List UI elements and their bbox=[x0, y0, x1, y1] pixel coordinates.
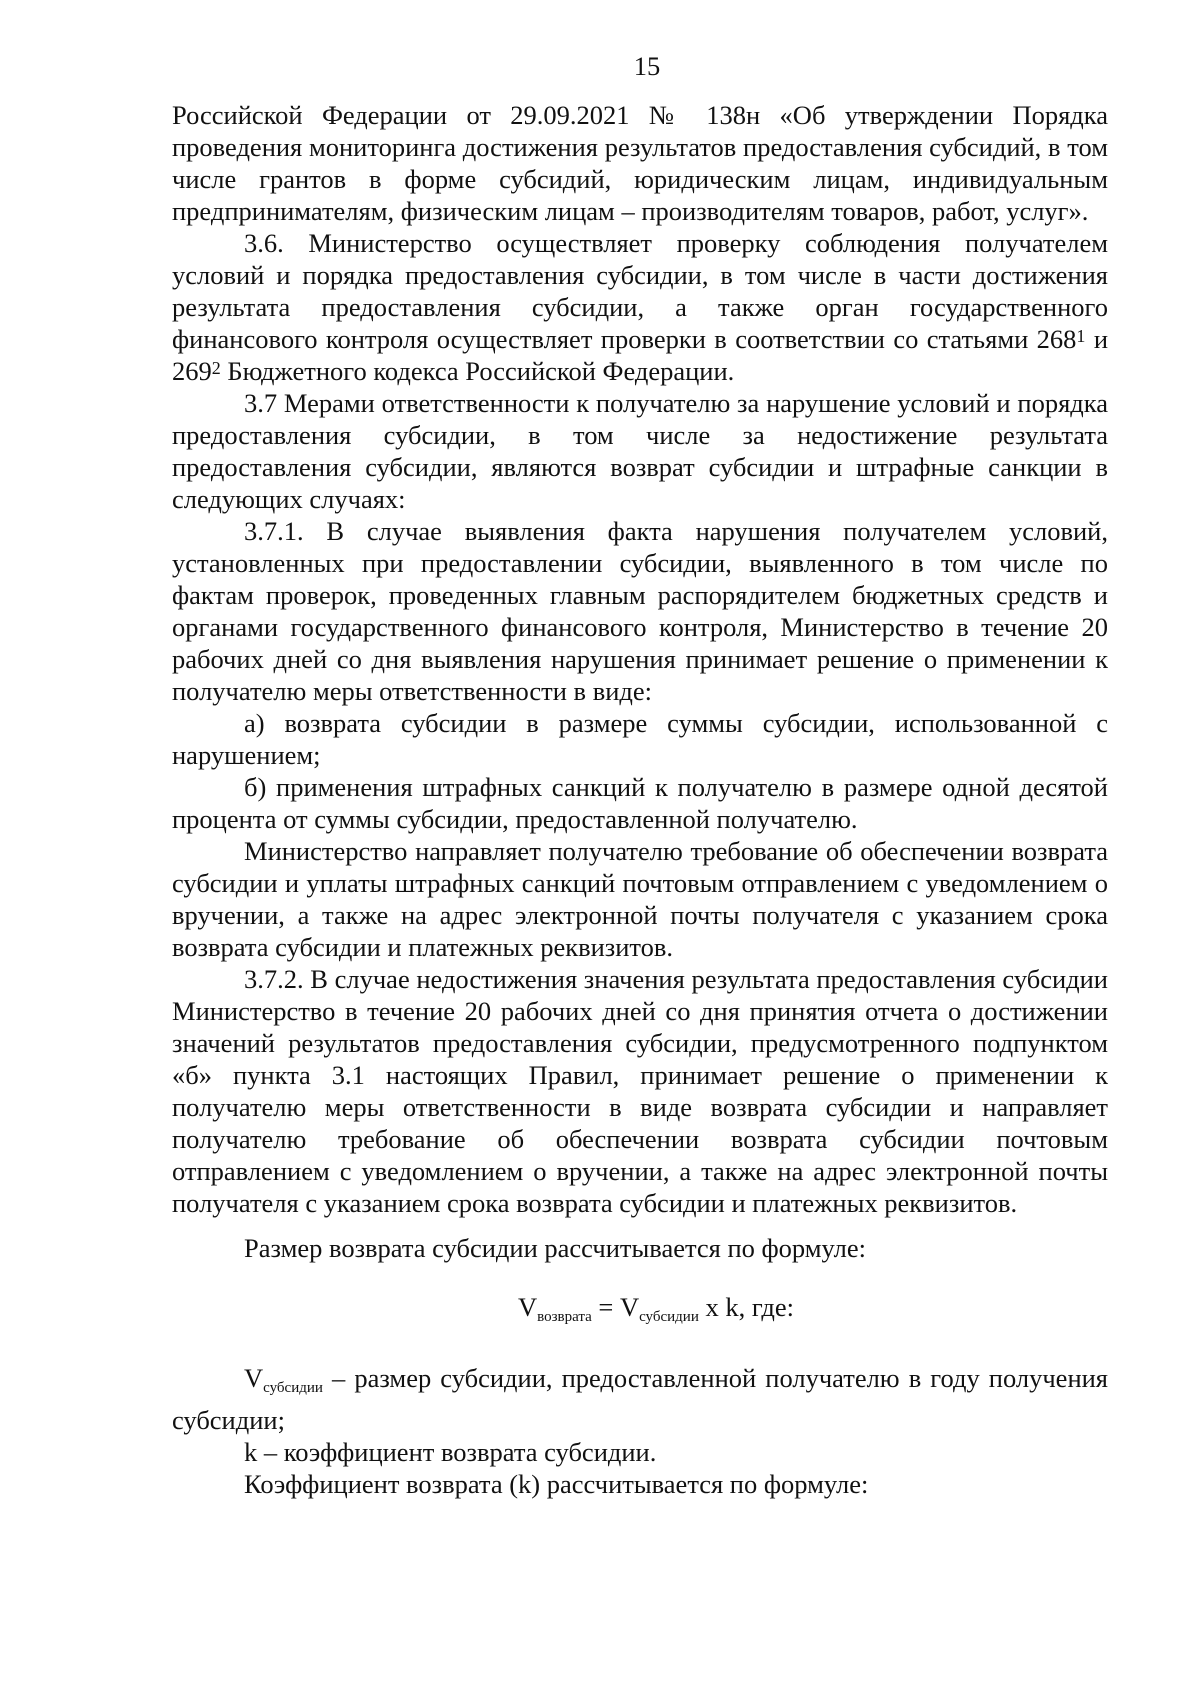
paragraph-3-6-text-a: 3.6. Министерство осуществляет проверку соблюдения получателем условий и порядка предоставления субсидии, в том числе в части достижения результата предоставления субсидии, а также орган государственного финансового контроля осуществляет проверки в соответствии со статьями 268 bbox=[172, 228, 1108, 354]
formula-intro: Размер возврата субсидии рассчитывается по формуле: bbox=[244, 1233, 866, 1263]
paragraph-order-reference: Российской Федерации от 29.09.2021 № 138н «Об утверждении Порядка проведения мониторинга достижения результатов предоставления субсидий, в том числе грантов в форме субсидий, юридическим лицам, индивидуальным предпринимателям, физическим лицам – производителям товаров, работ, услуг». bbox=[172, 100, 1108, 226]
definition-k: k – коэффициент возврата субсидии. bbox=[244, 1437, 657, 1467]
list-item-a: а) возврата субсидии в размере суммы субсидии, использованной с нарушением; bbox=[172, 708, 1108, 770]
page-number: 15 bbox=[633, 51, 661, 81]
paragraph-ministry-requirement: Министерство направляет получателю требование об обеспечении возврата субсидии и уплаты штрафных санкций почтовым отправлением с уведомлением о вручении, а также на адрес электронной почты получателя с указанием срока возврата субсидии и платежных реквизитов. bbox=[172, 836, 1108, 962]
formula-v-subsidy-subscript: субсидии bbox=[639, 1309, 699, 1325]
definition-v-text: – размер субсидии, предоставленной получателю в году получения субсидии; bbox=[172, 1363, 1108, 1435]
formula-rest: x k, где: bbox=[698, 1292, 795, 1322]
paragraph-3-7-1: 3.7.1. В случае выявления факта нарушения получателем условий, установленных при предоставлении субсидии, выявленного в том числе по фактам проверок, проведенных главным распорядителем бюджетных средств и органами государственного финансового контроля, Министерство в течение 20 рабочих дней со дня выявления нарушения принимает решение о применении к получателю меры ответственности в виде: bbox=[172, 516, 1108, 706]
paragraph-3-6-text-c: Бюджетного кодекса Российской Федерации. bbox=[220, 356, 735, 386]
paragraph-3-6 bbox=[172, 227, 1108, 387]
superscript-2: 2 bbox=[211, 358, 221, 378]
definition-v-subscript: субсидии bbox=[263, 1380, 323, 1396]
definition-v-symbol: V bbox=[244, 1363, 264, 1393]
formula-v-return-subscript: возврата bbox=[537, 1309, 592, 1325]
paragraph-3-6-text-b: и 269 bbox=[172, 324, 1108, 386]
definition-v-subsidy bbox=[172, 1362, 1108, 1436]
formula-v-subsidy: V bbox=[619, 1292, 640, 1322]
formula-equals: = bbox=[591, 1292, 620, 1322]
return-amount-formula bbox=[172, 1291, 1108, 1333]
paragraph-3-7: 3.7 Мерами ответственности к получателю за нарушение условий и порядка предоставления субсидии, в том числе за недостижение результата предоставления субсидии, являются возврат субсидии и штрафные санкции в следующих случаях: bbox=[172, 388, 1108, 514]
formula-v-return: V bbox=[517, 1292, 538, 1322]
list-item-b: б) применения штрафных санкций к получателю в размере одной десятой процента от суммы субсидии, предоставленной получателю. bbox=[172, 772, 1108, 834]
k-formula-intro: Коэффициент возврата (k) рассчитывается по формуле: bbox=[244, 1469, 869, 1499]
paragraph-3-7-2: 3.7.2. В случае недостижения значения результата предоставления субсидии Министерство в течение 20 рабочих дней со дня принятия отчета о достижении значений результатов предоставления субсидии, предусмотренного подпунктом «б» пункта 3.1 настоящих Правил, принимает решение о применении к получателю меры ответственности в виде возврата субсидии и направляет получателю требование об обеспечении возврата субсидии почтовым отправлением с уведомлением о вручении, а также на адрес электронной почты получателя с указанием срока возврата субсидии и платежных реквизитов. bbox=[172, 964, 1108, 1218]
superscript-1: 1 bbox=[1076, 326, 1086, 346]
